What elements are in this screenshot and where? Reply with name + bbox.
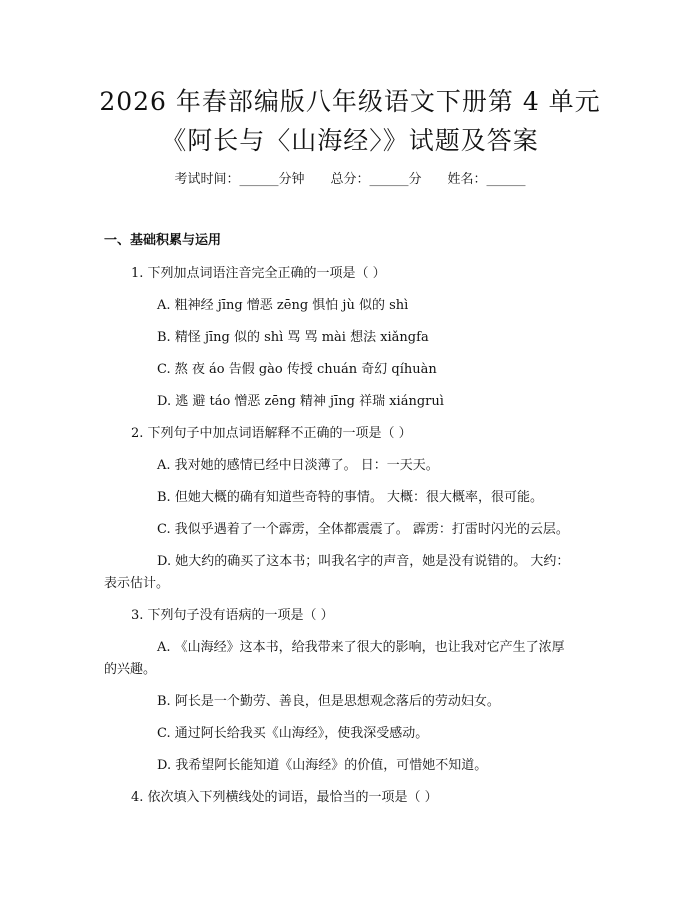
question-2-option-b: B. 但她大概的确有知道些奇特的事情。 大概：很大概率，很可能。 [157, 490, 543, 505]
question-2-option-d-continued: 表示估计。 [104, 576, 170, 591]
question-2-option-c: C. 我似乎遇着了一个霹雳，全体都震震了。 霹雳：打雷时闪光的云层。 [157, 522, 569, 537]
question-3-option-b: B. 阿长是一个勤劳、善良，但是思想观念落后的劳动妇女。 [157, 694, 500, 709]
question-1-stem: 1. 下列加点词语注音完全正确的一项是（ ） [131, 266, 386, 281]
question-1-option-d: D. 逃 避 táo 憎恶 zēng 精神 jīng 祥瑞 xiángruì [157, 394, 444, 409]
title-line-1: 2026 年春部编版八年级语文下册第 4 单元 [99, 87, 601, 116]
question-3-option-c: C. 通过阿长给我买《山海经》，使我深受感动。 [157, 726, 429, 741]
question-2-option-d: D. 她大约的确买了这本书；叫我名字的声音，她是没有说错的。 大约： [157, 554, 570, 569]
exam-time-field: 考试时间：______分钟 [174, 172, 305, 187]
question-3-option-d: D. 我希望阿长能知道《山海经》的价值，可惜她不知道。 [157, 758, 488, 773]
question-3-option-a: A. 《山海经》这本书，给我带来了很大的影响，也让我对它产生了浓厚 [157, 640, 565, 655]
title-line-2: 《阿长与〈山海经〉》试题及答案 [161, 126, 539, 155]
question-3-stem: 3. 下列句子没有语病的一项是（ ） [131, 608, 334, 623]
exam-score-field: 总分：______分 [330, 172, 422, 187]
question-2-option-a: A. 我对她的感情已经中日淡薄了。 日：一天天。 [157, 458, 439, 473]
question-1-option-c: C. 熬 夜 áo 告假 gào 传授 chuán 奇幻 qíhuàn [157, 362, 437, 377]
question-1-option-a: A. 粗神经 jīng 憎恶 zēng 惧怕 jù 似的 shì [157, 298, 409, 313]
question-2-stem: 2. 下列句子中加点词语解释不正确的一项是（ ） [131, 426, 412, 441]
question-3-option-a-continued: 的兴趣。 [104, 662, 157, 677]
exam-name-field: 姓名：______ [447, 172, 526, 187]
section-heading: 一、基础积累与运用 [104, 233, 222, 248]
question-4-stem: 4. 依次填入下列横线处的词语，最恰当的一项是（ ） [131, 790, 438, 805]
exam-info-row [0, 168, 700, 187]
question-1-option-b: B. 精怪 jīng 似的 shì 骂 骂 mài 想法 xiǎngfa [157, 330, 429, 345]
